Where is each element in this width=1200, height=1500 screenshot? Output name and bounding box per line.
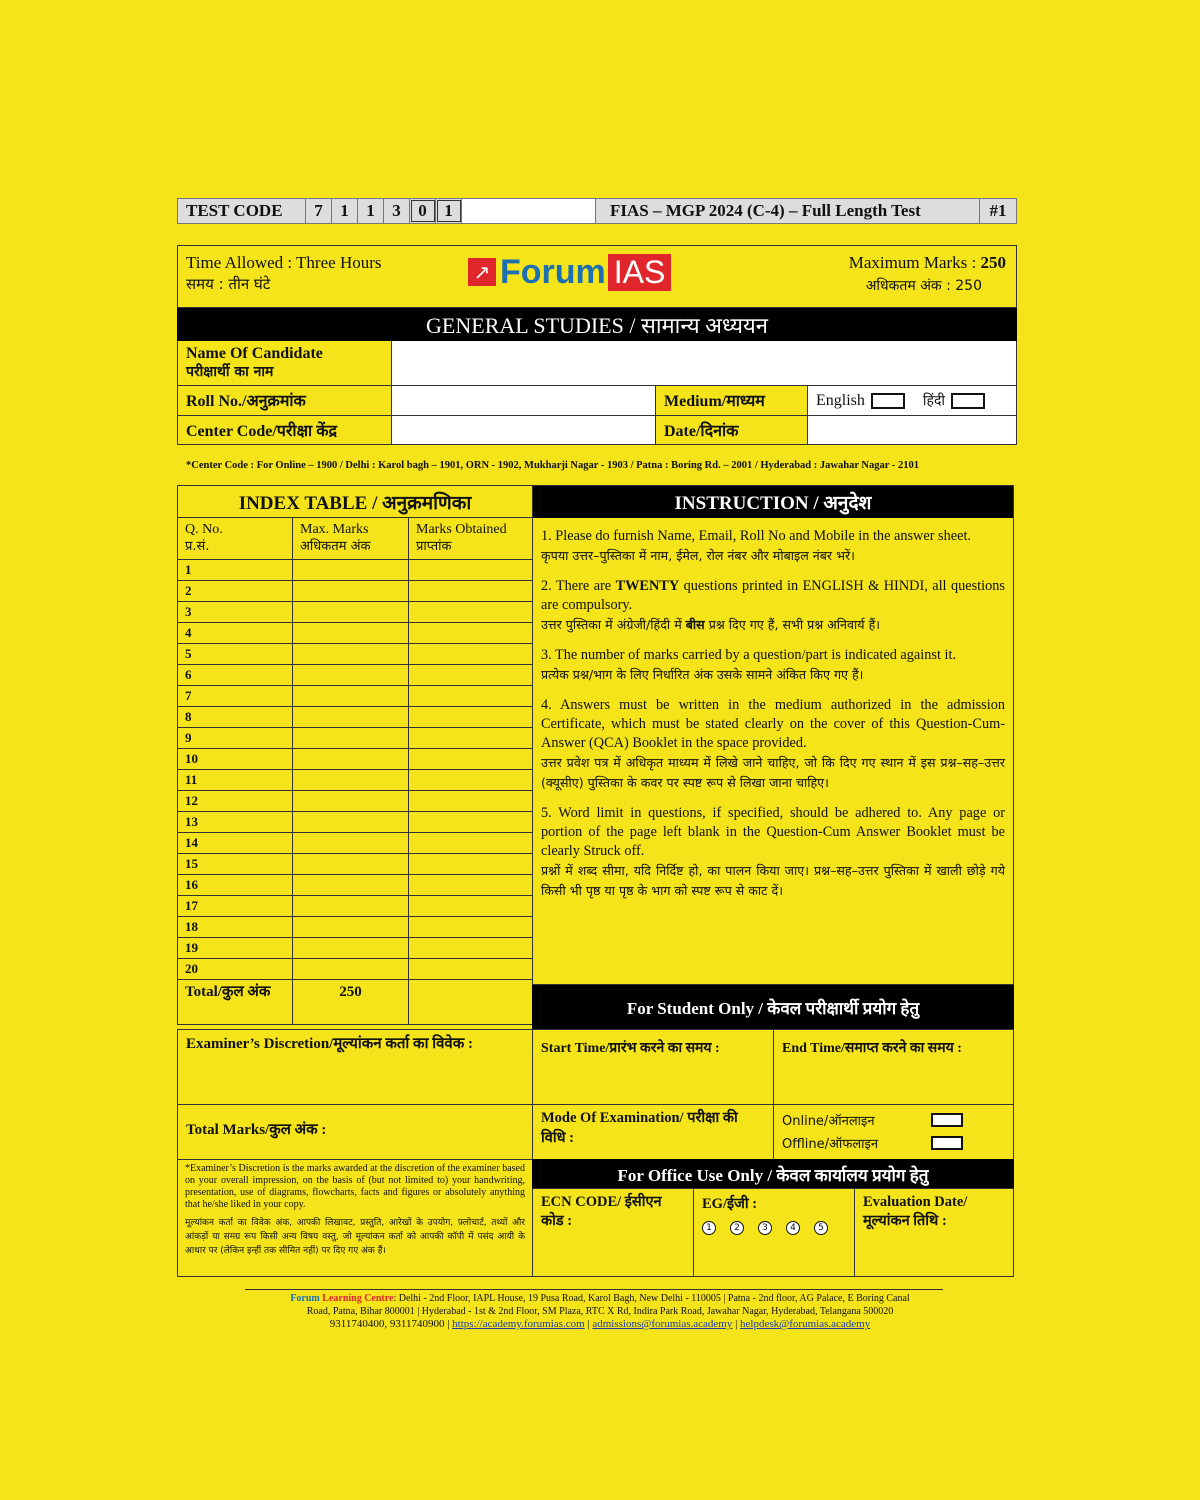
max-marks-cell	[293, 896, 409, 916]
roll-field[interactable]	[392, 386, 656, 415]
max-marks-cell	[293, 707, 409, 727]
max-marks-cell	[293, 959, 409, 979]
index-row	[178, 581, 532, 602]
test-code-digit: 3	[384, 199, 410, 223]
index-row	[178, 959, 532, 980]
eg-option[interactable]: 3	[758, 1221, 772, 1235]
english-checkbox[interactable]	[871, 393, 905, 409]
eg-option[interactable]: 4	[786, 1221, 800, 1235]
max-marks-cell	[293, 665, 409, 685]
question-number: 14	[178, 833, 293, 853]
max-marks-cell	[293, 560, 409, 580]
total-marks-cell[interactable]	[177, 1104, 533, 1160]
mode-online: Online/ऑनलाइन	[782, 1108, 1005, 1131]
total-obtained-cell[interactable]	[409, 980, 532, 1024]
marks-obtained-cell[interactable]	[409, 560, 532, 580]
test-code-blank	[462, 199, 596, 223]
question-number: 12	[178, 791, 293, 811]
eg-options	[702, 1221, 846, 1235]
marks-obtained-cell[interactable]	[409, 686, 532, 706]
examiner-discretion-cell[interactable]	[177, 1029, 533, 1105]
max-marks-cell	[293, 917, 409, 937]
max-marks-cell	[293, 770, 409, 790]
index-row	[178, 791, 532, 812]
subject-title: GENERAL STUDIES / सामान्य अध्ययन	[177, 308, 1017, 341]
mode-offline: Offline/ऑफलाइन	[782, 1131, 1005, 1154]
test-code-strip	[177, 198, 1017, 224]
examiner-discretion-label: Examiner’s Discretion/मूल्यांकन कर्ता का विवेक :	[186, 1036, 474, 1052]
max-marks-cell	[293, 875, 409, 895]
name-field[interactable]	[392, 341, 1016, 385]
index-row	[178, 812, 532, 833]
index-row	[178, 749, 532, 770]
medium-options: English हिंदी	[808, 386, 1016, 415]
footer-line-3: 9311740400, 9311740900 | https://academy.forumias.com | admissions@forumias.academy | helpdesk@forumias.academy	[329, 1318, 871, 1330]
col-max: Max. Marks अधिकतम अंक	[293, 518, 409, 559]
marks-obtained-cell[interactable]	[409, 833, 532, 853]
index-header	[178, 518, 532, 560]
marks-obtained-cell[interactable]	[409, 854, 532, 874]
question-number: 15	[178, 854, 293, 874]
marks-obtained-cell[interactable]	[409, 875, 532, 895]
index-row	[178, 896, 532, 917]
ecn-label: ECN CODE/ ईसीएन कोड :	[541, 1194, 662, 1229]
eg-option[interactable]: 5	[814, 1221, 828, 1235]
eg-option[interactable]: 2	[730, 1221, 744, 1235]
helpdesk-email-link[interactable]: helpdesk@forumias.academy	[740, 1318, 871, 1330]
office-only-bar: For Office Use Only / केवल कार्यालय प्रयोग हेतु	[532, 1159, 1014, 1189]
marks-obtained-cell[interactable]	[409, 665, 532, 685]
end-time-label: End Time/समाप्त करने का समय :	[782, 1041, 962, 1056]
max-marks-cell	[293, 644, 409, 664]
arrow-icon: ↗	[468, 258, 496, 286]
index-row	[178, 665, 532, 686]
marks-obtained-cell[interactable]	[409, 770, 532, 790]
time-allowed-hi: समय : तीन घंटे	[186, 275, 271, 293]
question-number: 8	[178, 707, 293, 727]
max-marks-cell	[293, 938, 409, 958]
max-marks-cell	[293, 623, 409, 643]
instruction-box	[532, 485, 1014, 985]
test-code-digit: 7	[306, 199, 332, 223]
instruction-item: 1. Please do furnish Name, Email, Roll No and Mobile in the answer sheet. कृपया उत्तर–पुस्तिका में नाम, ईमेल, रोल नंबर और मोबाइल नंबर भरें।	[541, 528, 972, 563]
question-number: 20	[178, 959, 293, 979]
center-label: Center Code/परीक्षा केंद्र	[178, 416, 392, 444]
test-number: #1	[989, 201, 1007, 220]
offline-checkbox[interactable]	[931, 1136, 963, 1150]
forumias-logo	[468, 254, 671, 290]
candidate-info	[177, 341, 1017, 445]
hindi-checkbox[interactable]	[951, 393, 985, 409]
test-code-digit: 1	[358, 199, 384, 223]
mode-label-cell	[532, 1104, 774, 1160]
student-only-bar: For Student Only / केवल परीक्षार्थी प्रयोग हेतु	[532, 985, 1014, 1029]
index-row	[178, 707, 532, 728]
marks-obtained-cell[interactable]	[409, 728, 532, 748]
logo-forum-text: Forum	[500, 252, 606, 291]
date-label: Date/दिनांक	[656, 416, 808, 444]
instruction-item: 2. There are TWENTY questions printed in ENGLISH & HINDI, all questions are compulsory. उत्तर पुस्तिका में अंग्रेजी/हिंदी में बीस प्रश्न दिए गए हैं, सभी प्रश्न अनिवार्य हैं।	[541, 578, 1005, 632]
question-number: 17	[178, 896, 293, 916]
header-box	[177, 245, 1017, 308]
question-number: 18	[178, 917, 293, 937]
eg-option[interactable]: 1	[702, 1221, 716, 1235]
marks-obtained-cell[interactable]	[409, 812, 532, 832]
test-code-digit: 1	[332, 199, 358, 223]
index-table	[177, 485, 533, 1025]
center-field[interactable]	[392, 416, 656, 444]
total-label: Total/कुल अंक	[178, 980, 293, 1024]
marks-obtained-cell[interactable]	[409, 896, 532, 916]
marks-obtained-cell[interactable]	[409, 917, 532, 937]
question-number: 2	[178, 581, 293, 601]
roll-label: Roll No./अनुक्रमांक	[178, 386, 392, 415]
col-obtained: Marks Obtained प्राप्तांक	[416, 522, 507, 554]
index-row	[178, 833, 532, 854]
index-row	[178, 854, 532, 875]
medium-label: Medium/माध्यम	[656, 386, 808, 415]
index-row	[178, 686, 532, 707]
question-number: 5	[178, 644, 293, 664]
max-marks-en: Maximum Marks : 250	[848, 253, 1006, 272]
question-number: 3	[178, 602, 293, 622]
col-qno: Q. No. प्र.सं.	[178, 518, 293, 559]
max-marks-cell	[293, 833, 409, 853]
marks-obtained-cell[interactable]	[409, 623, 532, 643]
time-allowed-en: Time Allowed : Three Hours	[186, 253, 382, 272]
eg-cell	[693, 1188, 855, 1277]
max-marks-cell	[293, 749, 409, 769]
question-number: 16	[178, 875, 293, 895]
admissions-email-link[interactable]: admissions@forumias.academy	[592, 1318, 733, 1330]
marks-obtained-cell[interactable]	[409, 959, 532, 979]
marks-obtained-cell[interactable]	[409, 791, 532, 811]
question-number: 1	[178, 560, 293, 580]
question-number: 9	[178, 728, 293, 748]
ecn-cell[interactable]	[532, 1188, 694, 1277]
mode-options-cell	[773, 1104, 1014, 1160]
mode-label: Mode Of Examination/ परीक्षा की विधि :	[541, 1110, 738, 1146]
footer-line-2: Road, Patna, Bihar 800001 | Hyderabad - 1st & 2nd Floor, SM Plaza, RTC X Rd, Indira Park Road, Jawahar Nagar, Hyderabad, Telangana 500020	[306, 1306, 894, 1317]
marks-obtained-cell[interactable]	[409, 707, 532, 727]
instruction-item: 5. Word limit in questions, if specified, should be adhered to. Any page or portion of the page left blank in the Question-Cum Answer Booklet must be clearly Struck off. प्रश्नों में शब्द सीमा, यदि निर्दिष्ट हो, का पालन किया जाए। प्रश्न–सह–उत्तर पुस्तिका में खाली छोड़े गये किसी भी पृष्ठ या पृष्ठ के भाग को स्पष्ट रूप से काट दें।	[541, 805, 1005, 898]
index-row	[178, 938, 532, 959]
total-value: 250	[293, 980, 409, 1024]
index-row	[178, 602, 532, 623]
question-number: 19	[178, 938, 293, 958]
online-checkbox[interactable]	[931, 1113, 963, 1127]
footer-line-1: Forum Learning Centre: Delhi - 2nd Floor, IAPL House, 19 Pusa Road, Karol Bagh, New Delhi - 110005 | Patna - 2nd floor, AG Palace, E Boring Canal	[290, 1293, 910, 1304]
marks-obtained-cell[interactable]	[409, 644, 532, 664]
discretion-note: *Examiner’s Discretion is the marks awarded at the discretion of the examiner based on your overall impression, on the basis of (but not limited to) your handwriting, presentation, use of diagrams, flowcharts, facts and figures or absolutely anything that he/she liked in your copy. मूल्यांकन कर्ता का विवेक अंक, आपकी लिखावट, प्रस्तुति, आरेखों के उपयोग, फ़्लोचार्ट, तथ्यों और आंकड़ों या समग्र रूप किसी अन्य विषय वस्तु, जो मूल्यांकन कर्ता को आपकी कॉपी में पसंद आयी के आधार पर (लेकिन इन्हीं तक सीमित नहीं) पर दिए गए अंक हैं।	[177, 1159, 533, 1277]
max-marks-cell	[293, 581, 409, 601]
test-code-label: TEST CODE	[178, 199, 306, 223]
max-marks-cell	[293, 728, 409, 748]
marks-obtained-cell[interactable]	[409, 938, 532, 958]
center-code-note: *Center Code : For Online – 1900 / Delhi : Karol bagh – 1901, ORN - 1902, Mukharji Nagar - 1903 / Patna : Boring Rd. – 2001 / Hyderabad : Jawahar Nagar - 2101	[186, 460, 919, 471]
question-number: 7	[178, 686, 293, 706]
total-marks-label: Total Marks/कुल अंक :	[186, 1122, 327, 1138]
index-row	[178, 770, 532, 791]
instruction-title: INSTRUCTION / अनुदेश	[533, 486, 1013, 518]
logo-ias-text: IAS	[608, 254, 672, 291]
max-marks-cell	[293, 686, 409, 706]
marks-obtained-cell[interactable]	[409, 581, 532, 601]
marks-obtained-cell[interactable]	[409, 749, 532, 769]
footer-divider	[245, 1289, 943, 1290]
academy-link[interactable]: https://academy.forumias.com	[452, 1318, 585, 1330]
index-total-row	[178, 980, 532, 1024]
index-row	[178, 560, 532, 581]
index-row	[178, 644, 532, 665]
start-time-cell[interactable]	[532, 1029, 774, 1105]
question-number: 4	[178, 623, 293, 643]
name-label: Name Of Candidate परीक्षार्थी का नाम	[178, 341, 392, 385]
test-title: FIAS – MGP 2024 (C-4) – Full Length Test	[596, 199, 980, 223]
test-code-digit: 1	[436, 199, 462, 223]
index-row	[178, 917, 532, 938]
index-row	[178, 875, 532, 896]
eval-date-label: Evaluation Date/ मूल्यांकन तिथि :	[863, 1194, 968, 1229]
index-row	[178, 728, 532, 749]
max-marks-cell	[293, 812, 409, 832]
max-marks-cell	[293, 791, 409, 811]
eval-date-cell[interactable]	[854, 1188, 1014, 1277]
max-marks-hi: अधिकतम अंक : 250	[865, 278, 982, 294]
eg-label: EG/ईजी :	[702, 1196, 758, 1212]
question-number: 10	[178, 749, 293, 769]
max-marks-cell	[293, 602, 409, 622]
instruction-item: 3. The number of marks carried by a question/part is indicated against it. प्रत्येक प्रश्न/भाग के लिए निर्धारित अंक उसके सामने अंकित किए गए हैं।	[541, 647, 957, 682]
instruction-item: 4. Answers must be written in the medium authorized in the admission Certificate, which must be stated clearly on the cover of this Question-Cum-Answer (QCA) Booklet in the space provided. उत्तर प्रवेश पत्र में अधिकृत माध्यम में लिखे जाने चाहिए, जो कि दिए गए स्थान में इस प्रश्न–सह–उत्तर (क्यूसीए) पुस्तिका के कवर पर स्पष्ट रूप से लिखा जाना चाहिए।	[541, 697, 1005, 790]
start-time-label: Start Time/प्रारंभ करने का समय :	[541, 1041, 720, 1056]
test-code-digit: 0	[410, 199, 436, 223]
index-title: INDEX TABLE / अनुक्रमणिका	[178, 486, 532, 518]
question-number: 11	[178, 770, 293, 790]
marks-obtained-cell[interactable]	[409, 602, 532, 622]
date-field[interactable]	[808, 416, 1016, 444]
index-row	[178, 623, 532, 644]
question-number: 6	[178, 665, 293, 685]
max-marks-cell	[293, 854, 409, 874]
end-time-cell[interactable]	[773, 1029, 1014, 1105]
footer	[180, 1292, 1020, 1331]
question-number: 13	[178, 812, 293, 832]
